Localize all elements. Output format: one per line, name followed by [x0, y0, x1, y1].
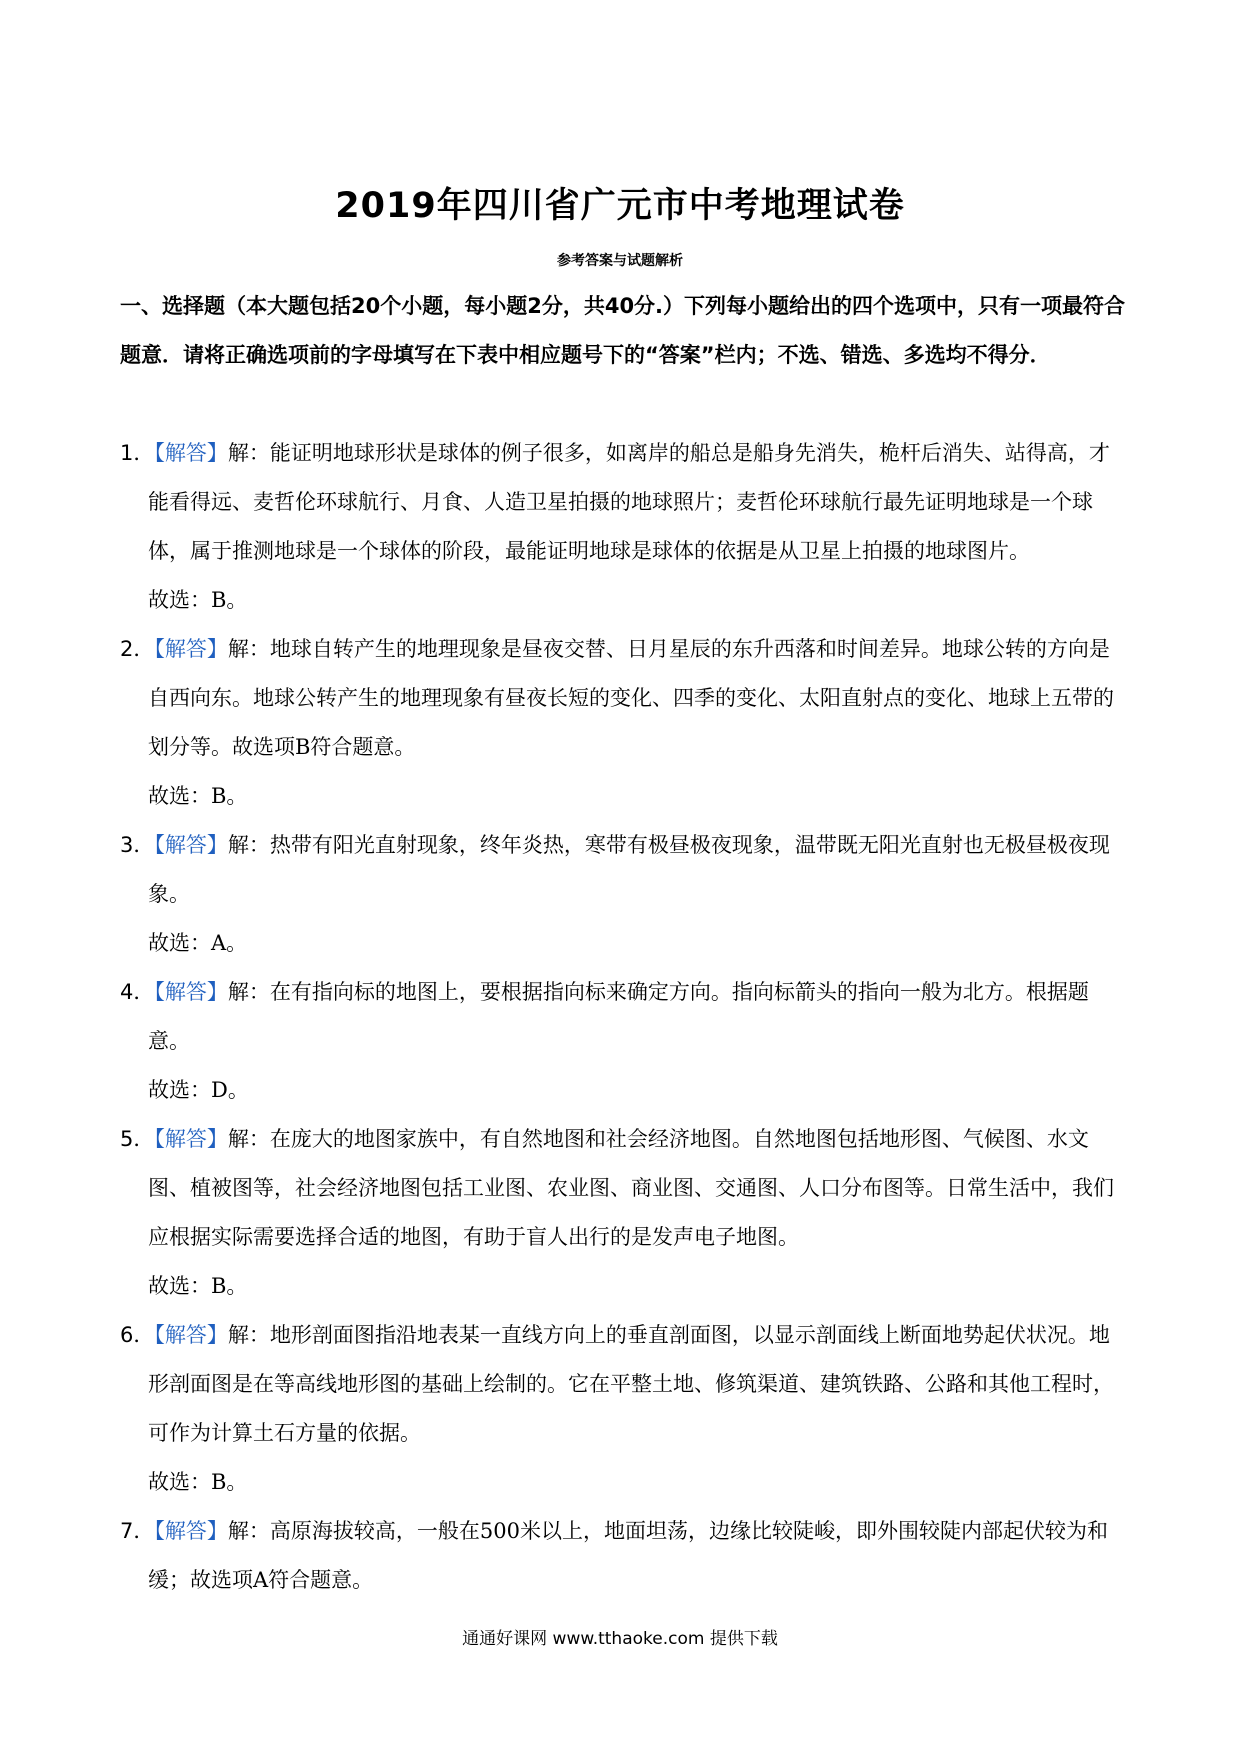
- question-number: 2．: [120, 637, 155, 661]
- page-title: 2019年四川省广元市中考地理试卷: [335, 186, 905, 226]
- question-explanation: [120, 1311, 1130, 1458]
- question-explanation: [120, 625, 1130, 772]
- explanation-tag: 【解答】: [154, 1519, 228, 1543]
- question-number: 4．: [120, 980, 155, 1004]
- explanation-tag: 【解答】: [154, 637, 228, 661]
- question-number: 6．: [120, 1323, 155, 1347]
- answer-choice: 故选：B。: [148, 1470, 248, 1494]
- answer-choice: 故选：D。: [148, 1078, 249, 1102]
- question-number: 7．: [120, 1519, 155, 1543]
- explanation-text: 解：热带有阳光直射现象，终年炎热，寒带有极昼极夜现象，温带既无阳光直射也无极昼极夜现象。: [148, 833, 1110, 906]
- footer-source: 通通好课网 www.tthaoke.com 提供下载: [462, 1629, 778, 1649]
- explanation-text: 解：地形剖面图指沿地表某一直线方向上的垂直剖面图，以显示剖面线上断面地势起伏状况。地形剖面图是在等高线地形图的基础上绘制的。它在平整土地、修筑渠道、建筑铁路、公路和其他工程时，可作为计算土石方量的依据。: [148, 1323, 1114, 1445]
- question-number: 5．: [120, 1127, 155, 1151]
- answer-item-7: [120, 1507, 1130, 1605]
- answer-choice: 故选：B。: [148, 588, 248, 612]
- question-explanation: [120, 968, 1130, 1066]
- answer-item-5: [120, 1115, 1130, 1311]
- answer-choice: 故选：B。: [148, 784, 248, 808]
- explanation-text: 解：在庞大的地图家族中，有自然地图和社会经济地图。自然地图包括地形图、气候图、水文图、植被图等，社会经济地图包括工业图、农业图、商业图、交通图、人口分布图等。日常生活中，我们应根据实际需要选择合适的地图，有助于盲人出行的是发声电子地图。: [148, 1127, 1114, 1249]
- page-subtitle: 参考答案与试题解析: [557, 253, 683, 269]
- answer-item-2: [120, 625, 1130, 821]
- explanation-text: 解：高原海拔较高，一般在500米以上，地面坦荡，边缘比较陡峻，即外围较陡内部起伏较为和缓；故选项A符合题意。: [148, 1519, 1108, 1592]
- answer-item-1: [120, 429, 1130, 625]
- answer-choice: 故选：B。: [148, 1274, 248, 1298]
- explanation-tag: 【解答】: [154, 833, 228, 857]
- question-explanation: [120, 821, 1130, 919]
- answer-item-3: [120, 821, 1130, 968]
- section-heading: 一、选择题（本大题包括20个小题，每小题2分，共40分.）下列每小题给出的四个选项中，只有一项最符合题意．请将正确选项前的字母填写在下表中相应题号下的“答案”栏内；不选、错选、多选均不得分．: [120, 294, 1126, 367]
- explanation-text: 解：在有指向标的地图上，要根据指向标来确定方向。指向标箭头的指向一般为北方。根据题意。: [148, 980, 1089, 1053]
- explanation-tag: 【解答】: [154, 1127, 228, 1151]
- explanation-text: 解：能证明地球形状是球体的例子很多，如离岸的船总是船身先消失，桅杆后消失、站得高，才能看得远、麦哲伦环球航行、月食、人造卫星拍摄的地球照片；麦哲伦环球航行最先证明地球是一个球体，属于推测地球是一个球体的阶段，最能证明地球是球体的依据是从卫星上拍摄的地球图片。: [148, 441, 1110, 563]
- explanation-tag: 【解答】: [154, 980, 228, 1004]
- question-explanation: [120, 1115, 1130, 1262]
- explanation-tag: 【解答】: [154, 441, 228, 465]
- question-explanation: [120, 429, 1130, 576]
- answer-item-6: [120, 1311, 1130, 1507]
- answer-list: [120, 429, 1130, 1605]
- question-number: 3．: [120, 833, 155, 857]
- answer-item-4: [120, 968, 1130, 1115]
- question-explanation: [120, 1507, 1130, 1605]
- explanation-text: 解：地球自转产生的地理现象是昼夜交替、日月星辰的东升西落和时间差异。地球公转的方向是自西向东。地球公转产生的地理现象有昼夜长短的变化、四季的变化、太阳直射点的变化、地球上五带的划分等。故选项B符合题意。: [148, 637, 1114, 759]
- question-number: 1．: [120, 441, 155, 465]
- answer-choice: 故选：A。: [148, 931, 248, 955]
- explanation-tag: 【解答】: [154, 1323, 228, 1347]
